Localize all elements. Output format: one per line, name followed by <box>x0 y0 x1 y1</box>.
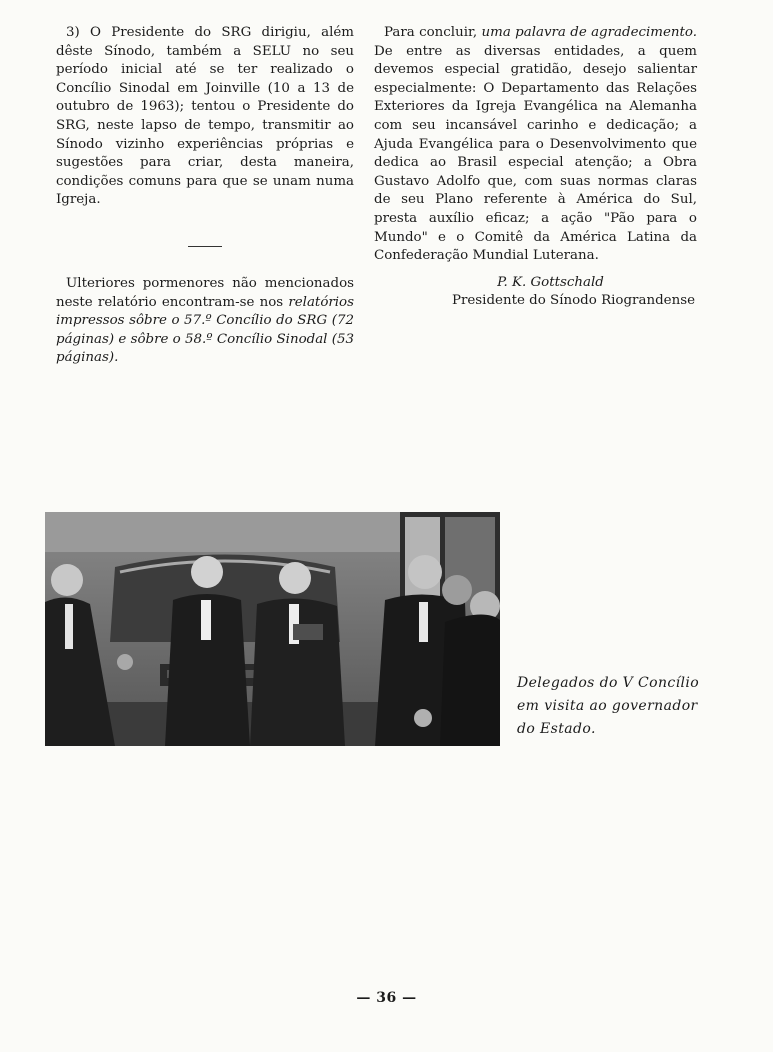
paragraph-srg-president: 3) O Presidente do SRG dirigiu, além dêste Sínodo, também a SELU no seu período inicial até se ter realizado o Concílio Sinodal em Joinville (10 a 13 de outubro de 1963); tentou o Presidente do SRG, neste lapso de tempo, transmitir ao Sínodo vizinho experiências próprias e sugestões para criar, desta maneira, condições comuns para que se unam numa Igreja. <box>56 25 354 208</box>
page-number: — 36 — <box>356 990 417 1006</box>
caption-line-3: do Estado. <box>517 721 596 737</box>
caption-line-1: Delegados do V Concílio <box>517 675 700 691</box>
delegates-photo <box>45 512 500 746</box>
acknowledgement-phrase: uma palavra de agradecimento. <box>481 25 698 40</box>
signature-name: P. K. Gottschald <box>497 274 604 290</box>
section-divider <box>188 246 222 247</box>
right-column <box>374 24 697 311</box>
photo-illustration <box>45 512 500 746</box>
photo-caption <box>517 672 727 741</box>
further-details-reports: relatórios impressos sôbre o 57.º Concílio do SRG (72 páginas) e sôbre o 58.º Concílio Sinodal (53 páginas). <box>56 294 354 366</box>
left-column <box>56 24 354 368</box>
acknowledgement-lead: Para concluir, <box>384 25 478 40</box>
paragraph-further-details <box>56 275 354 368</box>
paragraph-acknowledgement <box>374 24 697 266</box>
signature-title: Presidente do Sínodo Riograndense <box>451 293 695 309</box>
caption-line-2: em visita ao governador <box>517 698 698 714</box>
further-details-text: Ulteriores pormenores não mencionados neste relatório encontram-se nos <box>56 275 354 310</box>
acknowledgement-body: De entre as diversas entidades, a quem devemos especial gratidão, desejo salientar especialmente: O Departamento das Relações Exteriores da Igreja Evangélica na Alemanha com seu incansável carinho e dedicação; a Ajuda Evangélica para o Desenvolvimento que dedica ao Brasil especial atenção; a Obra Gustavo Adolfo que, com suas normas claras de seu Plano referente à América do Sul, presta auxílio eficaz; a ação "Pão para o Mundo" e o Comitê da América Latina da Confederação Mundial Luterana. <box>374 43 697 264</box>
